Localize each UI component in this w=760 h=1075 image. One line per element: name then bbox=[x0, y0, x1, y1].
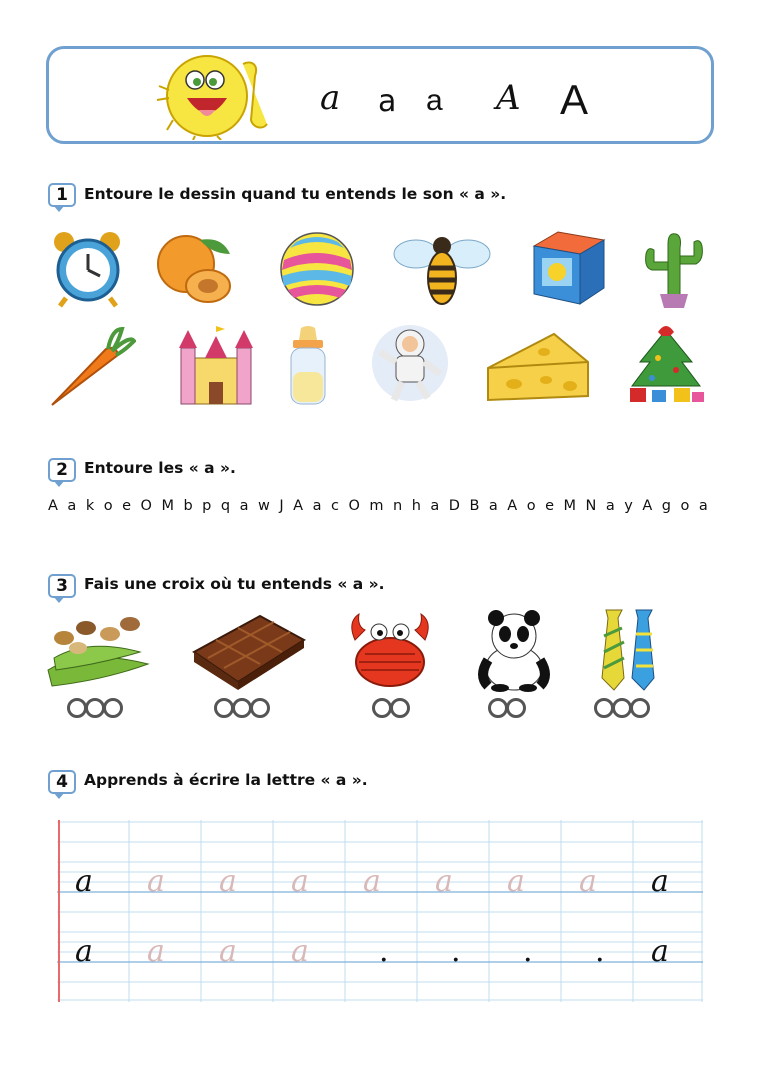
exercise-4-number: 4 bbox=[48, 770, 76, 794]
syllable-boxes-crab[interactable] bbox=[372, 698, 408, 718]
toy-block-icon[interactable] bbox=[528, 226, 610, 308]
cactus-icon[interactable] bbox=[632, 224, 714, 308]
letter-item[interactable]: m bbox=[369, 498, 384, 514]
letter-item[interactable]: D bbox=[448, 498, 460, 514]
letter-item[interactable]: y bbox=[624, 498, 633, 514]
model-letter: a bbox=[75, 864, 93, 899]
christmas-tree-icon[interactable] bbox=[622, 322, 710, 408]
header-letter-print-lower: a bbox=[426, 84, 443, 117]
castle-icon[interactable] bbox=[175, 322, 257, 408]
syllable-circle[interactable] bbox=[630, 698, 650, 718]
syllable-boxes-chocolate[interactable] bbox=[214, 698, 268, 718]
syllable-circle[interactable] bbox=[390, 698, 410, 718]
letter-item[interactable]: O bbox=[348, 498, 360, 514]
letter-item[interactable]: k bbox=[85, 498, 95, 514]
syllable-boxes-beans[interactable] bbox=[67, 698, 121, 718]
letter-item[interactable]: o bbox=[680, 498, 690, 514]
apricot-icon[interactable] bbox=[152, 228, 237, 308]
chocolate-icon[interactable] bbox=[190, 612, 308, 692]
letter-item[interactable]: e bbox=[122, 498, 132, 514]
syllable-circle[interactable] bbox=[372, 698, 392, 718]
trace-letter: a bbox=[147, 864, 165, 899]
exercise-4-instruction: Apprends à écrire la lettre « a ». bbox=[84, 771, 368, 789]
letter-item[interactable]: A bbox=[642, 498, 653, 514]
letter-item[interactable]: B bbox=[469, 498, 480, 514]
syllable-circle[interactable] bbox=[232, 698, 252, 718]
panda-icon[interactable] bbox=[474, 606, 554, 692]
syllable-circle[interactable] bbox=[85, 698, 105, 718]
syllable-boxes-ties[interactable] bbox=[594, 698, 648, 718]
header-letter-cursive-lower: a bbox=[320, 78, 341, 118]
syllable-circle[interactable] bbox=[214, 698, 234, 718]
baby-bottle-icon[interactable] bbox=[283, 324, 333, 408]
cheese-icon[interactable] bbox=[484, 328, 592, 404]
exercise-2-instruction: Entoure les « a ». bbox=[84, 459, 236, 477]
letter-item[interactable]: A bbox=[507, 498, 518, 514]
model-letter: a bbox=[651, 864, 669, 899]
syllable-circle[interactable] bbox=[67, 698, 87, 718]
letter-item[interactable]: O bbox=[140, 498, 152, 514]
letter-item[interactable]: a bbox=[488, 498, 498, 514]
letter-item[interactable]: A bbox=[48, 498, 58, 514]
model-letter: a bbox=[651, 934, 669, 969]
header-letter-script-lower: a bbox=[378, 84, 397, 119]
syllable-circle[interactable] bbox=[612, 698, 632, 718]
trace-letter: a bbox=[363, 864, 381, 899]
ties-icon[interactable] bbox=[596, 606, 664, 692]
exercise-3-number: 3 bbox=[48, 574, 76, 598]
model-letter: . bbox=[451, 934, 461, 969]
letter-item[interactable]: A bbox=[293, 498, 304, 514]
model-letter: . bbox=[595, 934, 605, 969]
letter-item[interactable]: g bbox=[661, 498, 672, 514]
trace-letter: a bbox=[291, 934, 309, 969]
letter-item[interactable]: a bbox=[698, 498, 708, 514]
trace-letter: a bbox=[507, 864, 525, 899]
bee-icon[interactable] bbox=[392, 228, 492, 308]
exercise-3-instruction: Fais une croix où tu entends « a ». bbox=[84, 575, 385, 593]
syllable-circle[interactable] bbox=[594, 698, 614, 718]
beans-icon[interactable] bbox=[44, 608, 154, 692]
letter-item[interactable]: a bbox=[239, 498, 249, 514]
writing-row-1 bbox=[57, 864, 703, 904]
handwriting-grid[interactable] bbox=[57, 820, 703, 1002]
letter-item[interactable]: w bbox=[258, 498, 270, 514]
letter-item[interactable]: o bbox=[526, 498, 536, 514]
syllable-circle[interactable] bbox=[488, 698, 508, 718]
model-letter: a bbox=[75, 934, 93, 969]
syllable-circle[interactable] bbox=[103, 698, 123, 718]
crab-icon[interactable] bbox=[345, 604, 435, 692]
astronaut-icon[interactable] bbox=[370, 320, 450, 406]
ball-icon[interactable] bbox=[278, 230, 356, 308]
carrot-icon[interactable] bbox=[46, 325, 136, 410]
letter-item[interactable]: a bbox=[67, 498, 77, 514]
model-letter: . bbox=[523, 934, 533, 969]
header-letter-cursive-upper: A bbox=[496, 78, 521, 118]
letter-item[interactable]: q bbox=[220, 498, 231, 514]
letter-item[interactable]: N bbox=[585, 498, 597, 514]
trace-letter: a bbox=[291, 864, 309, 899]
mascot-letter-a-icon bbox=[155, 50, 275, 140]
writing-row-2 bbox=[57, 934, 703, 974]
trace-letter: a bbox=[219, 934, 237, 969]
header-letter-print-upper: A bbox=[560, 76, 589, 123]
letter-item[interactable]: a bbox=[605, 498, 615, 514]
letter-item[interactable]: p bbox=[202, 498, 212, 514]
exercise-1-instruction: Entoure le dessin quand tu entends le son « a ». bbox=[84, 185, 507, 203]
alarm-clock-icon[interactable] bbox=[48, 228, 128, 308]
letter-item[interactable]: M bbox=[563, 498, 577, 514]
letter-item[interactable]: J bbox=[279, 498, 284, 514]
letter-item[interactable]: a bbox=[312, 498, 322, 514]
letter-row bbox=[48, 498, 708, 514]
trace-letter: a bbox=[579, 864, 597, 899]
letter-item[interactable]: o bbox=[103, 498, 113, 514]
letter-item[interactable]: n bbox=[392, 498, 403, 514]
letter-item[interactable]: e bbox=[545, 498, 555, 514]
letter-item[interactable]: M bbox=[161, 498, 174, 514]
letter-item[interactable]: a bbox=[430, 498, 440, 514]
trace-letter: a bbox=[435, 864, 453, 899]
trace-letter: a bbox=[219, 864, 237, 899]
syllable-boxes-panda[interactable] bbox=[488, 698, 524, 718]
letter-item[interactable]: b bbox=[183, 498, 193, 514]
syllable-circle[interactable] bbox=[250, 698, 270, 718]
exercise-1-number: 1 bbox=[48, 183, 76, 207]
exercise-2-number: 2 bbox=[48, 458, 76, 482]
trace-letter: a bbox=[147, 934, 165, 969]
model-letter: . bbox=[379, 934, 389, 969]
syllable-circle[interactable] bbox=[506, 698, 526, 718]
letter-item[interactable]: h bbox=[411, 498, 421, 514]
letter-item[interactable]: c bbox=[330, 498, 339, 514]
